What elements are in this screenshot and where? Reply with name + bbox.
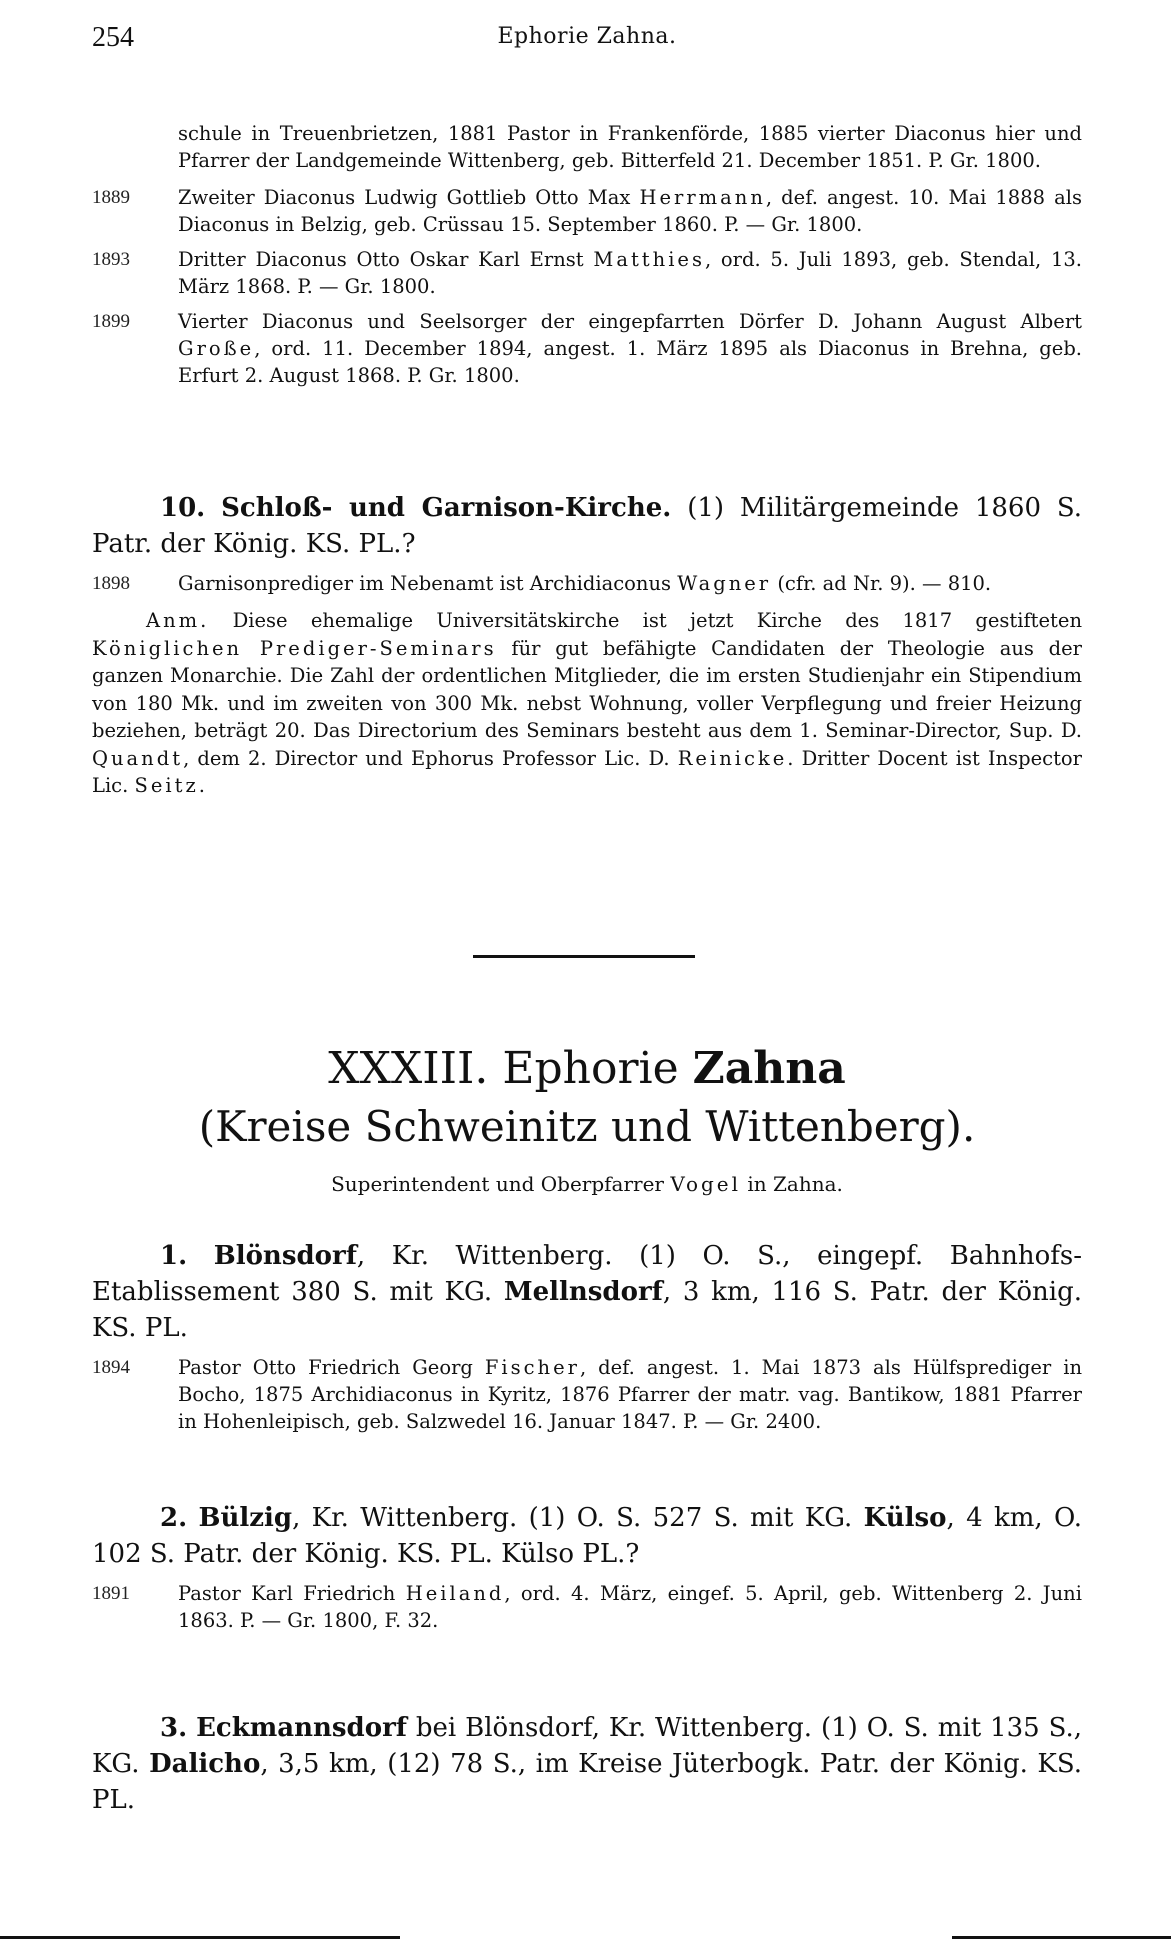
page-number: 254 [92,22,134,53]
chapter-heading: XXXIII. Ephorie Zahna [328,1043,846,1094]
entry-name: Fischer [484,1356,580,1379]
clergy-entry [92,184,1082,238]
parish-name: Blönsdorf [213,1241,357,1271]
clergy-entry [92,1580,1082,1634]
entry-name: Matthies [593,248,705,271]
entry-text: Vierter Diaconus und Seelsorger der eingepfarrten Dörfer D. Johann August Albert Große, ord. 11. December 1894, angest. 1. März 1895 als Diaconus in Brehna, geb. Erfurt 2. August 1868. P. Gr. 1800. [178,310,1082,387]
parish-heading: 2. Bülzig, Kr. Wittenberg. (1) O. S. 527 S. mit KG. Külso, 4 km, O. 102 S. Patr. der König. KS. PL. Külso PL.? [92,1503,1083,1569]
page-edge-rule [952,1936,1171,1939]
entry-text: Pastor Karl Friedrich Heiland, ord. 4. März, eingef. 5. April, geb. Wittenberg 2. Juni 1863. P. — Gr. 1800, F. 32. [178,1582,1082,1632]
annotation-note: Anm. Diese ehemalige Universitätskirche ist jetzt Kirche des 1817 gestifteten Königlichen Prediger-Seminars für gut befähigte Candidaten der Theologie aus der ganzen Monarchie. Die Zahl der ordentlichen Mitglieder, die im ersten Studienjahr ein Stipendium von 180 Mk. und im zweiten von 300 Mk. nebst Wohnung, voller Verpflegung und freier Heizung beziehen, beträgt 20. Das Directorium des Seminars besteht aus dem 1. Seminar-Director, Sup. D. Quandt, dem 2. Director und Ephorus Professor Lic. D. Reinicke. Dritter Docent ist Inspector Lic. Seitz. [92,609,1082,797]
parish-eckmannsdorf [92,1710,1082,1818]
section-heading: 10. Schloß- und Garnison-Kirche. (1) Militärgemeinde 1860 S. Patr. der König. KS. PL.? [92,493,1082,559]
page-edge-rule [0,1936,400,1939]
entry-text: Garnisonprediger im Nebenamt ist Archidiaconus Wagner (cfr. ad Nr. 9). — 810. [178,572,992,595]
entry-year: 1898 [92,573,130,594]
parish-heading: 3. Eckmannsdorf bei Blönsdorf, Kr. Wittenberg. (1) O. S. mit 135 S., KG. Dalicho, 3,5 km, (12) 78 S., im Kreise Jüterbogk. Patr. der König. KS. PL. [92,1713,1083,1815]
filial-name: Dalicho [149,1749,261,1779]
parish-blonsdorf [92,1238,1082,1435]
chapter-subtitle: (Kreise Schweinitz und Wittenberg). [198,1102,976,1151]
clergy-entry [92,246,1082,300]
entry-name: Herrmann [639,186,766,209]
parish-heading: 1. Blönsdorf, Kr. Wittenberg. (1) O. S., eingepf. Bahnhofs-Etablissement 380 S. mit KG. Mellnsdorf, 3 km, 116 S. Patr. der König. KS. PL. [92,1241,1083,1343]
entry-name: Wagner [677,572,772,595]
parish-name: Bülzig [198,1503,293,1533]
continuation-text: schule in Treuenbrietzen, 1881 Pastor in Frankenförde, 1885 vierter Diaconus hier und Pfarrer der Landgemeinde Wittenberg, geb. Bitterfeld 21. December 1851. P. Gr. 1800. [178,122,1082,172]
filial-name: Mellnsdorf [503,1277,663,1307]
filial-name: Külso [863,1503,947,1533]
entry-name: Große [178,337,255,360]
entry-text: Pastor Otto Friedrich Georg Fischer, def. angest. 1. Mai 1873 als Hülfsprediger in Bocho, 1875 Archidiaconus in Kyritz, 1876 Pfarrer der matr. vag. Bantikow, 1881 Pfarrer in Hohenleipisch, geb. Salzwedel 16. Januar 1847. P. — Gr. 2400. [178,1356,1083,1433]
entry-year: 1891 [92,1583,130,1604]
chapter-title [92,1040,1082,1202]
top-section [92,120,1082,389]
clergy-entry [92,308,1082,389]
running-head: Ephorie Zahna. [497,24,677,49]
page-header [92,22,1082,62]
parish-bulzig [92,1500,1082,1634]
entry-text: Zweiter Diaconus Ludwig Gottlieb Otto Max Herrmann, def. angest. 10. Mai 1888 als Diaconus in Belzig, geb. Crüssau 15. September 1860. P. — Gr. 1800. [178,186,1082,236]
parish-name: Eckmannsdorf [196,1713,407,1743]
superintendent-line: Superintendent und Oberpfarrer Vogel in Zahna. [331,1172,843,1196]
section-10 [92,490,1082,800]
section-divider [473,955,695,958]
entry-text: Dritter Diaconus Otto Oskar Karl Ernst Matthies, ord. 5. Juli 1893, geb. Stendal, 13. März 1868. P. — Gr. 1800. [178,248,1082,298]
entry-name: Heiland [405,1582,505,1605]
entry-year: 1893 [92,249,130,270]
clergy-entry [92,1354,1082,1435]
section-title: Schloß- und Garnison-Kirche. [221,493,672,523]
clergy-entry [92,570,1082,597]
entry-year: 1889 [92,187,130,208]
entry-year: 1899 [92,311,130,332]
entry-year: 1894 [92,1357,130,1378]
